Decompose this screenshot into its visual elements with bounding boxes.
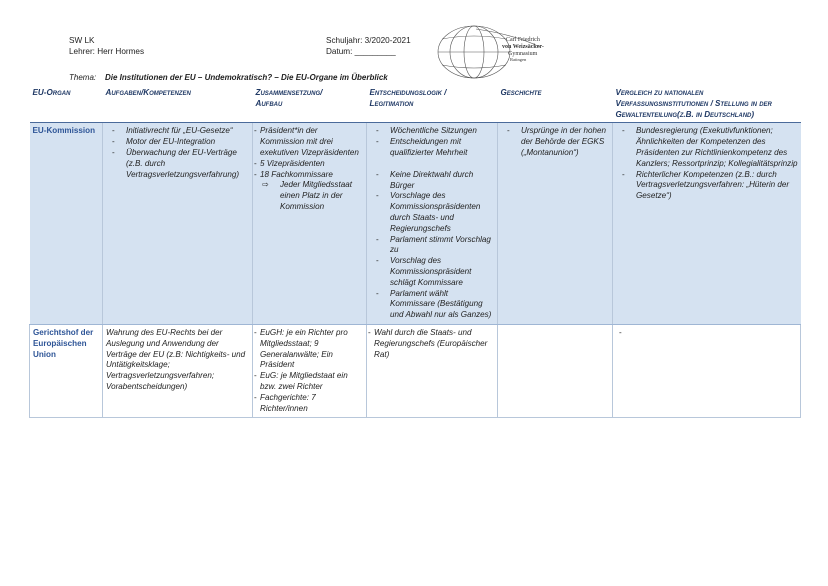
list-item: - Wahl durch die Staats- und Regierungschefs (Europäischer Rat) bbox=[362, 328, 494, 360]
table-row-gerichtshof bbox=[30, 324, 801, 417]
table-row-kommission bbox=[30, 123, 801, 325]
logo-text-2: von Weizsäcker- bbox=[502, 44, 544, 50]
cell-organ: Gerichtshof der Europäischen Union bbox=[30, 324, 103, 417]
list-item: - 5 Vizepräsidenten bbox=[248, 159, 363, 170]
list-item: - Wöchentliche Sitzungen bbox=[370, 126, 494, 137]
list-item: - EuG: je Mitgliedstaat ein bzw. zwei Richter bbox=[248, 371, 363, 393]
list-item: - Fachgerichte: 7 Richter/innen bbox=[248, 393, 363, 415]
list-item: - Überwachung der EU-Verträge (z.B. durch Vertragsverletzungsverfahrung) bbox=[106, 148, 249, 180]
list-item: - Präsident*in der Kommission mit drei exekutiven Vizepräsidenten bbox=[248, 126, 363, 158]
col-header-aufgaben: Aufgaben/Kompetenzen bbox=[103, 87, 253, 123]
cell-aufgaben: Wahrung des EU-Rechts bei der Auslegung und Anwendung der Verträge der EU (z.B: Nichtigkeits- und Untätigkeitsklage; Vertragsverletzungsverfahren; Vorabentscheidungen) bbox=[103, 324, 253, 417]
school-logo bbox=[436, 25, 548, 79]
list-item: - EuGH: je ein Richter pro Mitgliedsstaat; 9 Generalanwälte; Ein Präsident bbox=[248, 328, 363, 371]
cell-organ: EU-Kommission bbox=[30, 123, 103, 325]
col-header-organ: EU-Organ bbox=[30, 87, 103, 123]
teacher-label: Lehrer: Herr Hormes bbox=[69, 47, 145, 56]
col-header-entscheidung: Entscheidungslogik / Legitimation bbox=[367, 87, 498, 123]
list-item: - Bundesregierung (Exekutivfunktionen; Ähnlichkeiten der Kompetenzen des Präsidenten zur Richtlinienkompetenz des Kanzlers; Ressortprinzip; Kollegialitätsprinzip bbox=[616, 126, 798, 169]
list-item: - Motor der EU-Integration bbox=[106, 137, 249, 148]
eu-organs-table bbox=[29, 87, 801, 418]
dash-placeholder: - bbox=[619, 327, 622, 337]
cell-vergleich bbox=[613, 123, 801, 325]
thema-line bbox=[69, 73, 388, 82]
cell-vergleich bbox=[613, 324, 801, 417]
list-item: - Keine Direktwahl durch Bürger bbox=[370, 170, 494, 192]
list-item: - Entscheidungen mit qualifizierter Mehrheit bbox=[370, 137, 494, 159]
cell-zusammensetzung bbox=[253, 123, 367, 325]
list-item: - Richterlicher Kompetenzen (z.B.: durch Vertragsverletzungsverfahren: „Hüterin der Gesetze“) bbox=[616, 170, 798, 202]
cell-zusammensetzung bbox=[253, 324, 367, 417]
schoolyear-label: Schuljahr: 3/2020-2021 bbox=[326, 36, 411, 45]
thema-label: Thema: bbox=[69, 73, 97, 82]
cell-entscheidung bbox=[367, 123, 498, 325]
thema-text: Die Institutionen der EU – Undemokratisch? – Die EU-Organe im Überblick bbox=[105, 73, 388, 82]
date-label: Datum: _________ bbox=[326, 47, 396, 56]
list-item: - 18 Fachkommissare bbox=[248, 170, 363, 181]
list-item: - Vorschlage des Kommissionspräsidenten durch Staats- und Regierungschefs bbox=[370, 191, 494, 234]
header-middle bbox=[326, 35, 411, 57]
logo-text-1: Carl Friedrich bbox=[506, 37, 540, 43]
list-item: - Vorschlag des Kommissionspräsident schlägt Kommissare bbox=[370, 256, 494, 288]
list-item: - Initiativrecht für „EU-Gesetze“ bbox=[106, 126, 249, 137]
logo-text-3: Gymnasium bbox=[508, 51, 538, 57]
col-header-zusammensetzung: Zusammensetzung/ Aufbau bbox=[253, 87, 367, 123]
list-item: - Parlament stimmt Vorschlag zu bbox=[370, 235, 494, 257]
list-item: - Ursprünge in der hohen der Behörde der EGKS („Montanunion“) bbox=[501, 126, 609, 158]
course-label: SW LK bbox=[69, 36, 95, 45]
col-header-vergleich: Vergleich zu nationalen Verfassungsinstitutionen / Stellung in der Gewaltenteilung(z.B. in Deutschland) bbox=[613, 87, 801, 123]
col-header-geschichte: Geschichte bbox=[498, 87, 613, 123]
list-item: - Parlament wählt Kommissare (Bestätigung und Abwahl nur als Ganzes) bbox=[370, 289, 494, 321]
cell-aufgaben bbox=[103, 123, 253, 325]
table-header-row bbox=[30, 87, 801, 123]
header-left bbox=[69, 35, 144, 57]
cell-entscheidung bbox=[367, 324, 498, 417]
sub-list-item: ⇨ Jeder Mitgliedsstaat einen Platz in der Kommission bbox=[248, 180, 363, 212]
cell-geschichte bbox=[498, 324, 613, 417]
logo-text-4: Ratingen bbox=[510, 57, 527, 62]
cell-geschichte bbox=[498, 123, 613, 325]
